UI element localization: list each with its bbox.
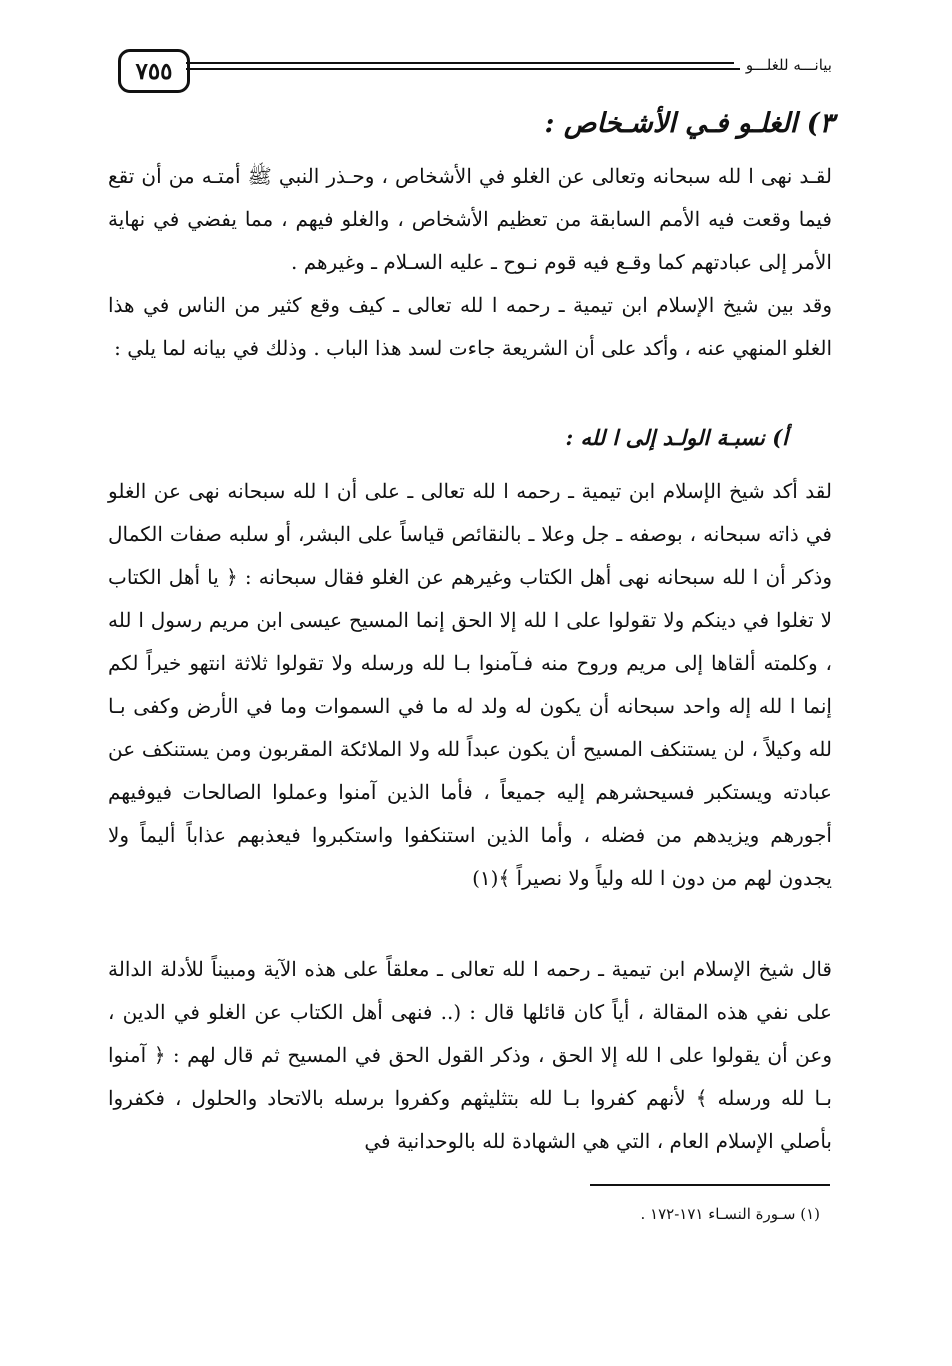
- footnote-rule: [590, 1184, 830, 1186]
- paragraph-3: لقد أكد شيخ الإسلام ابن تيمية ـ رحمه ا لله تعالى ـ على أن ا لله سبحانه نهى عن الغلو في ذاته سبحانه ، بوصفه ـ جل وعلا ـ بالنقائص قياساً على البشر، أو سلبه صفات الكمال وذكر أن ا لله سبحانه نهى أهل الكتاب وغيرهم عن الغلو فقال سبحانه : ﴿ يا أهل الكتاب لا تغلوا في دينكم ولا تقولوا على ا لله إلا الحق إنما المسيح عيسى ابن مريم رسول ا لله ، وكلمته ألقاها إلى مريم وروح منه فـآمنوا بـا لله ورسله ولا تقولوا ثلاثة انتهو خيراً لكم إنما ا لله إله واحد سبحانه أن يكون له ولد له ما في السموات وما في الأرض وكفى بـا لله وكيلاً ، لن يستنكف المسيح أن يكون عبداً لله ولا الملائكة المقربون ومن يستنكف عن عبادته ويستكبر فسيحشرهم إليه جميعاً ، فأما الذين آمنوا وعملوا الصالحات فيوفيهم أجورهم ويزيدهم من فضله ، وأما الذين استنكفوا واستكبروا فيعذبهم عذاباً أليماً ولا يجدون لهم من دون ا لله ولياً ولا نصيراً ﴾(١): [108, 479, 832, 890]
- paragraph-2: وقد بين شيخ الإسلام ابن تيمية ـ رحمه ا لله تعالى ـ كيف وقع كثير من الناس في هذا الغلو المنهي عنه ، وأكد على أن الشريعة جاءت لسد هذا الباب . وذلك في بيانه لما يلي :: [108, 293, 832, 360]
- footnote: (١) سـورة النسـاء ١٧١-١٧٢ .: [640, 1205, 820, 1223]
- section-heading: ٣) الغلـو فـي الأشـخاص :: [544, 108, 834, 139]
- subheading: أ) نسبـة الولـد إلى ا لله :: [565, 425, 788, 450]
- header-rule-bottom: [186, 68, 832, 70]
- header-rule-top: [186, 62, 734, 64]
- paragraph-4: قال شيخ الإسلام ابن تيمية ـ رحمه ا لله تعالى ـ معلقاً على هذه الآية ومبيناً للأدلة الدالة على نفي هذه المقالة ، أياً كان قائلها قال : (.. فنهى أهل الكتاب عن الغلو في الدين ، وعن أن يقولوا على ا لله إلا الحق ، وذكر القول الحق في المسيح ثم قال لهم : ﴿ آمنوا بـا لله ورسله ﴾ لأنهم كفروا بـا لله بتثليثهم وكفروا برسله بالاتحاد والحلول ، فكفروا بأصلي الإسلام العام ، التي هي الشهادة لله بالوحدانية في: [108, 957, 832, 1153]
- running-title: بيانـــه للغلـــو: [740, 56, 832, 74]
- page-number: ٧٥٥: [118, 49, 190, 93]
- paragraph-1: لقـد نهى ا لله سبحانه وتعالى عن الغلو في الأشخاص ، وحـذر النبي ﷺ أمتـه من أن تقع فيما وقعت فيه الأمم السابقة من تعظيم الأشخاص ، والغلو فيهم ، مما يفضي في نهاية الأمر إلى عبادتهم كما وقـع فيه قوم نـوح ـ عليه السـلام ـ وغيرهم .: [108, 164, 832, 274]
